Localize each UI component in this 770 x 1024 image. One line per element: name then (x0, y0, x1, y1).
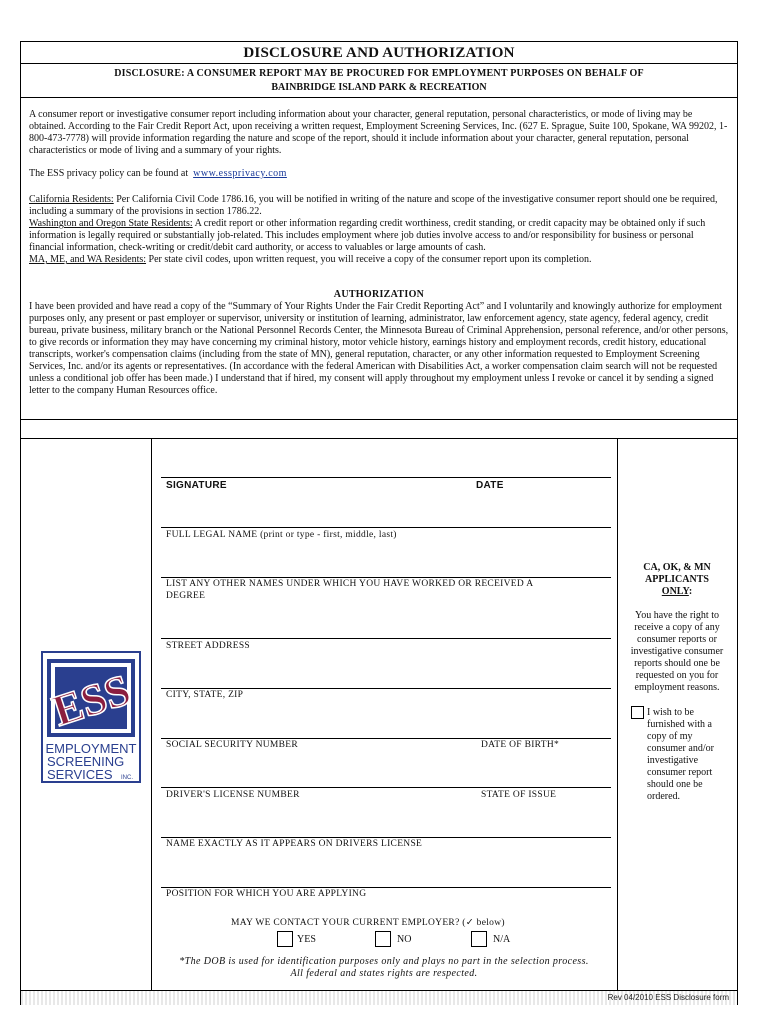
na-label: N/A (493, 934, 511, 945)
column-divider (151, 438, 152, 990)
sidebar-heading-line1: CA, OK, & MN (643, 562, 711, 573)
street-line[interactable] (161, 638, 611, 639)
state-notices (29, 194, 731, 266)
yes-label: YES (297, 934, 316, 945)
position-line[interactable] (161, 887, 611, 888)
yes-checkbox[interactable] (277, 931, 293, 947)
logo-mark-text: ESS (46, 665, 137, 736)
logo-inc: INC. (121, 775, 133, 781)
dl-line[interactable] (161, 787, 611, 788)
sidebar-heading-line2: APPLICANTS (645, 574, 709, 585)
logo-line1: EMPLOYMENT (45, 741, 137, 756)
employer-name: BAINBRIDGE ISLAND PARK & RECREATION (271, 82, 487, 93)
city-line[interactable] (161, 688, 611, 689)
dob-note-2: All federal and states rights are respected. (290, 968, 478, 979)
disclosure-line: DISCLOSURE: A CONSUMER REPORT MAY BE PROCURED FOR EMPLOYMENT PURPOSES ON BEHALF OF (114, 68, 644, 79)
ca-text: Per California Civil Code 1786.16, you will be notified in writing of the nature and scope of the investigative consumer report should one be required, including a summary of the provisions in section 1786.22. (29, 194, 718, 217)
dl-name-label: NAME EXACTLY AS IT APPEARS ON DRIVERS LICENSE (166, 839, 423, 849)
intro-paragraph: A consumer report or investigative consumer report including information about your character, general reputation, personal characteristics, or mode of living may be obtained. According to the Fair Credit Report Act, upon receiving a written request, Employment Screening Services, Inc. (627 E. Sprague, Suite 100, Spokane, WA 99202, 1-800-473-7778) will provide information regarding the nature and scope of the report, should it include information about your character, general reputation, personal characteristics or mode of living and a summary of your rights. (29, 109, 728, 156)
sidebar-heading (621, 562, 733, 598)
wa-or-label: Washington and Oregon State Residents: (29, 218, 193, 229)
divider (21, 97, 737, 98)
other-names-label: LIST ANY OTHER NAMES UNDER WHICH YOU HAVE WORKED OR RECEIVED A (166, 579, 534, 589)
other-names-line[interactable] (161, 577, 611, 578)
ma-text: Per state civil codes, upon written request, you will receive a copy of the consumer report upon its completion. (146, 254, 592, 265)
logo-line3: SERVICES (47, 767, 113, 782)
column-divider (617, 438, 618, 990)
footer-revision: Rev 04/2010 ESS Disclosure form (607, 993, 729, 1002)
city-label: CITY, STATE, ZIP (166, 690, 244, 700)
contact-question: MAY WE CONTACT YOUR CURRENT EMPLOYER? (✓ below) (231, 918, 505, 928)
dob-label: DATE OF BIRTH* (481, 740, 560, 750)
date-label: DATE (476, 480, 504, 491)
dl-name-line[interactable] (161, 837, 611, 838)
wa-or-text: A credit report or other information regarding credit worthiness, credit standing, or credit capacity may be obtained only if such information is legally required or substantially job-related. This includes employment where job duties involve access to and/or responsibility for business or personal financial information, check-writing or credit/debit card authority, or access to valuables or large amounts of cash. (29, 218, 706, 253)
full-name-label: FULL LEGAL NAME (print or type - first, middle, last) (166, 530, 397, 540)
position-label: POSITION FOR WHICH YOU ARE APPLYING (166, 889, 367, 899)
authorization-heading: AUTHORIZATION (333, 289, 425, 300)
na-checkbox[interactable] (471, 931, 487, 947)
full-name-line[interactable] (161, 527, 611, 528)
sidebar-only: ONLY (661, 586, 689, 597)
ess-logo-mark (41, 651, 141, 783)
dl-label: DRIVER'S LICENSE NUMBER (166, 790, 300, 800)
sidebar-wish: I wish to be furnished with a copy of my consumer and/or investigative consumer report should one be ordered. (647, 707, 714, 802)
dob-note: *The DOB is used for identification purposes only and plays no part in the selection process. (179, 956, 589, 967)
street-label: STREET ADDRESS (166, 641, 250, 651)
ssn-label: SOCIAL SECURITY NUMBER (166, 740, 299, 750)
sidebar-heading-line3 (621, 586, 733, 598)
wish-copy-checkbox[interactable] (631, 706, 644, 719)
ess-logo (41, 651, 141, 783)
signature-label: SIGNATURE (166, 480, 227, 491)
state-issue-label: STATE OF ISSUE (481, 790, 557, 800)
privacy-prefix: The ESS privacy policy can be found at (29, 168, 189, 179)
privacy-line (29, 168, 731, 180)
privacy-link[interactable]: www.essprivacy.com (193, 168, 287, 179)
divider (21, 63, 737, 64)
divider (21, 438, 737, 439)
no-checkbox[interactable] (375, 931, 391, 947)
no-label: NO (397, 934, 412, 945)
sidebar-colon: : (688, 586, 693, 597)
ssn-line[interactable] (161, 738, 611, 739)
authorization-text: I have been provided and have read a copy of the “Summary of Your Rights Under the Fair Credit Reporting Act” and I voluntarily and knowingly authorize for employment purposes only, any present or past employer or supervisor, university or institution of learning, administrator, law enforcement agency, state agency, federal agency, credit bureau, private business, military branch or the National Personnel Records Center, the Minnesota Bureau of Criminal Apprehension, personal reference, and/or other persons, to give records or information they may have concerning my criminal history, motor vehicle history, earnings history and employment records, credit history, educational transcripts, worker's compensation claims (including from the state of MN), general reputation, character, or any other information requested to Employment Screening Services, Inc. and/or its agents or representatives. (In accordance with the federal American with Disabilities Act, a worker compensation claim search will not be requested unless a conditional job offer has been made.) I understand that if hired, my consent will apply throughout my employment unless I revoke or cancel it by sending a signed letter to the company Human Resources office. (29, 301, 729, 396)
form-frame (20, 41, 738, 1005)
signature-line[interactable] (161, 477, 611, 478)
sidebar-rights: You have the right to receive a copy of any consumer reports or investigative consumer reports should one be requested on you for employment reasons. (630, 610, 724, 693)
logo-line2: SCREENING (47, 754, 125, 769)
other-names-label-2: DEGREE (166, 591, 206, 601)
divider (21, 419, 737, 420)
ca-label: California Residents: (29, 194, 114, 205)
ma-label: MA, ME, and WA Residents: (29, 254, 147, 265)
form-title: DISCLOSURE AND AUTHORIZATION (243, 45, 515, 61)
